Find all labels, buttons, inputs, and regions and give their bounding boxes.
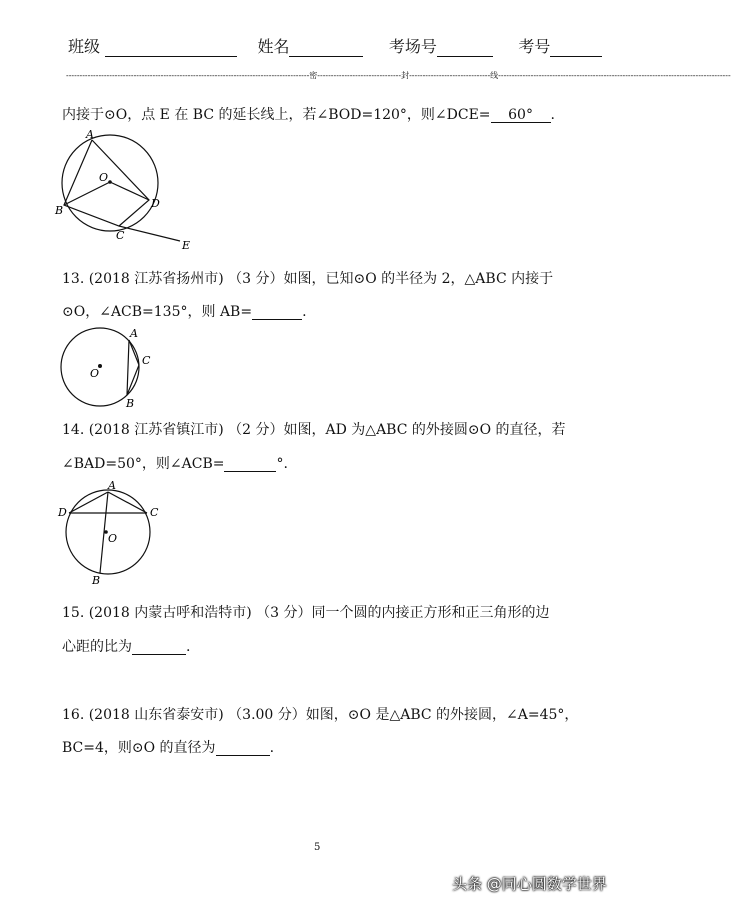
q15-answer-blank[interactable] [132,640,186,655]
q12-prefix: 内接于⊙O，点 E 在 BC 的延长线上，若∠BOD=120°，则∠DCE= [62,107,491,123]
q13-label-b: B [126,397,135,410]
q12-extension-ce [119,226,180,241]
q13-line1: 13. (2018 江苏省扬州市) （3 分）如图，已知⊙O 的半径为 2，△ABC 内接于 [62,271,554,287]
seal-feng: 封 [401,71,410,80]
q15-prefix: 心距的比为 [62,639,132,655]
q12-label-c: C [116,229,125,242]
room-label: 考场号 [388,37,437,56]
q12-segment-ob [64,182,110,205]
q12-segment-od [110,182,149,200]
page-number: 5 [314,842,321,853]
q13-label-o: O [90,367,100,380]
q14-label-o: O [108,532,118,545]
q12-label-e: E [182,239,191,252]
seal-xian: 线 [490,71,499,80]
q15-suffix: . [186,639,191,655]
q12-text [62,104,555,124]
q16-answer-blank[interactable] [216,741,270,756]
q12-label-d: D [151,197,160,210]
q14-label-d: D [58,506,67,519]
exam-header [68,34,602,57]
q13-figure [56,324,166,410]
q16-line2 [62,737,274,757]
q15-line2 [62,636,190,656]
q13-label-c: C [142,354,151,367]
q12-label-b: B [55,204,64,217]
q16-line1: 16. (2018 山东省泰安市) （3.00 分）如图，⊙O 是△ABC 的外接圆，∠A=45°， [62,707,579,723]
q12-center-dot [108,180,112,184]
q14-line2 [62,453,288,473]
q12-figure [52,126,202,252]
q16-suffix: . [269,740,275,756]
q14-label-b: B [92,574,101,587]
q16-prefix: BC=4，则⊙O 的直径为 [62,740,216,756]
q14-line1: 14. (2018 江苏省镇江市) （2 分）如图，AD 为△ABC 的外接圆⊙O 的直径，若 [62,422,566,438]
name-blank[interactable] [289,40,363,57]
q13-label-a: A [130,327,138,340]
q13-suffix: . [302,304,307,320]
q14-suffix: °. [276,456,288,472]
seal-mi: 密 [309,71,318,80]
q12-answer: 60° [491,108,551,123]
q14-figure [56,480,166,588]
q14-prefix: ∠BAD=50°，则∠ACB= [62,456,225,472]
class-blank[interactable] [105,40,237,57]
q12-label-o: O [99,171,109,184]
name-label: 姓名 [257,37,290,56]
id-blank[interactable] [550,40,602,57]
q13-answer-blank[interactable] [252,305,302,320]
watermark: 头条 @同心圆数学世界 [452,875,607,893]
q13-prefix: ⊙O，∠ACB=135°，则 AB= [62,304,253,320]
q15-line1: 15. (2018 内蒙古呼和浩特市) （3 分）同一个圆的内接正方形和正三角形的边 [62,605,550,621]
q12-label-a: A [86,128,94,141]
q14-label-c: C [150,506,159,519]
q12-suffix: . [550,107,555,123]
class-label: 班级 [68,37,101,56]
q13-line2 [62,301,307,321]
q14-answer-blank[interactable] [224,457,276,472]
seal-line: ------------------------------------------------------------------------------------------密-------------------------------封------------------------------线-------------------------------------------------------------------------------------- [66,71,731,80]
room-blank[interactable] [437,40,493,57]
q14-label-a: A [108,479,116,492]
id-label: 考号 [518,37,551,56]
